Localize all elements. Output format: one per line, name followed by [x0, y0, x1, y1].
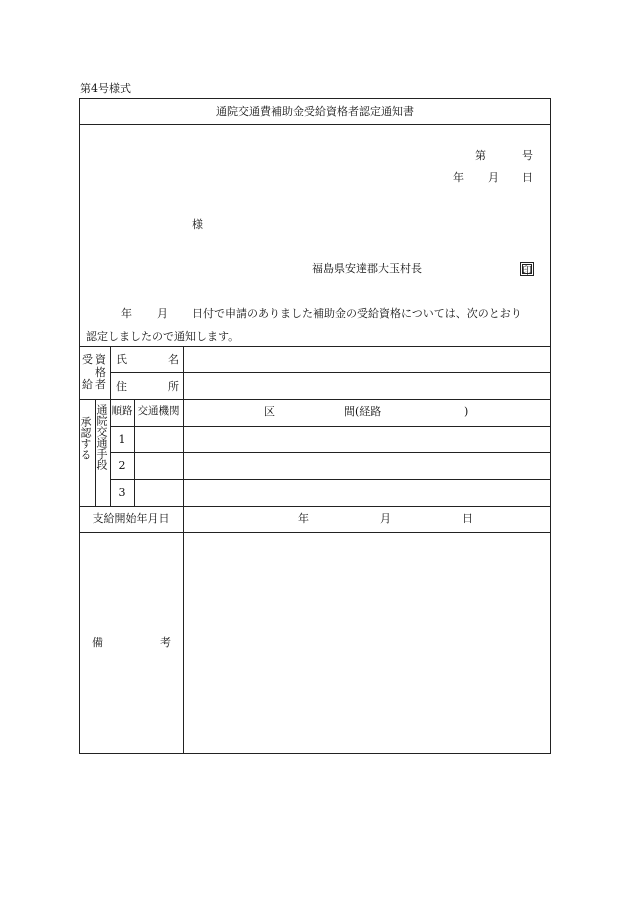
remarks-cell[interactable]	[184, 533, 550, 753]
transport-top-line	[79, 399, 551, 400]
title-divider	[79, 124, 551, 125]
approve-label: 承認する	[79, 416, 92, 460]
label-column-line	[110, 346, 111, 506]
transport-header-line	[110, 426, 551, 427]
address-label-b: 所	[168, 380, 179, 393]
transport-row1-line	[110, 452, 551, 453]
form-number: 第4号様式	[80, 82, 131, 95]
name-label-a: 氏	[116, 353, 127, 366]
row-number-2: 2	[118, 459, 126, 472]
transport-means-label: 通院交通手段	[95, 404, 108, 470]
body-year: 年	[121, 307, 132, 320]
body-month: 月	[157, 307, 168, 320]
address-label-a: 住	[116, 380, 127, 393]
payment-start-label: 支給開始年月日	[92, 512, 170, 525]
number-go: 号	[522, 149, 533, 162]
recipient-section-label: 受 資 格 給 者	[82, 353, 106, 391]
payment-start-day: 日	[462, 512, 473, 525]
seal-stamp: 印	[520, 262, 534, 276]
row-number-1: 1	[118, 433, 126, 446]
recipient-name-cell[interactable]	[184, 347, 550, 372]
date-month: 月	[488, 171, 499, 184]
number-dai: 第	[475, 149, 486, 162]
recipient-address-cell[interactable]	[184, 373, 550, 399]
body-line2: 認定しましたので通知します。	[86, 330, 240, 343]
document-title: 通院交通費補助金受給資格者認定通知書	[216, 105, 414, 118]
remarks-label-b: 考	[160, 636, 171, 649]
header-order: 順路	[111, 405, 133, 417]
header-route-c: )	[464, 405, 469, 418]
header-transport-mode: 交通機関	[137, 405, 180, 417]
payment-top-line	[79, 506, 551, 507]
date-day: 日	[522, 171, 533, 184]
name-label-b: 名	[168, 353, 179, 366]
recipient-honorific: 様	[192, 218, 203, 231]
header-route-a: 区	[264, 405, 275, 418]
row-number-3: 3	[118, 486, 126, 499]
payment-start-month: 月	[380, 512, 391, 525]
body-line1: 日付で申請のありました補助金の受給資格については、次のとおり	[192, 307, 522, 320]
issuer-name: 福島県安達郡大玉村長	[312, 262, 422, 275]
header-route-b: 間(経路	[344, 405, 382, 418]
payment-start-year: 年	[298, 512, 309, 525]
remarks-label-a: 備	[92, 636, 103, 649]
transport-row2-line	[110, 479, 551, 480]
date-year: 年	[453, 171, 464, 184]
